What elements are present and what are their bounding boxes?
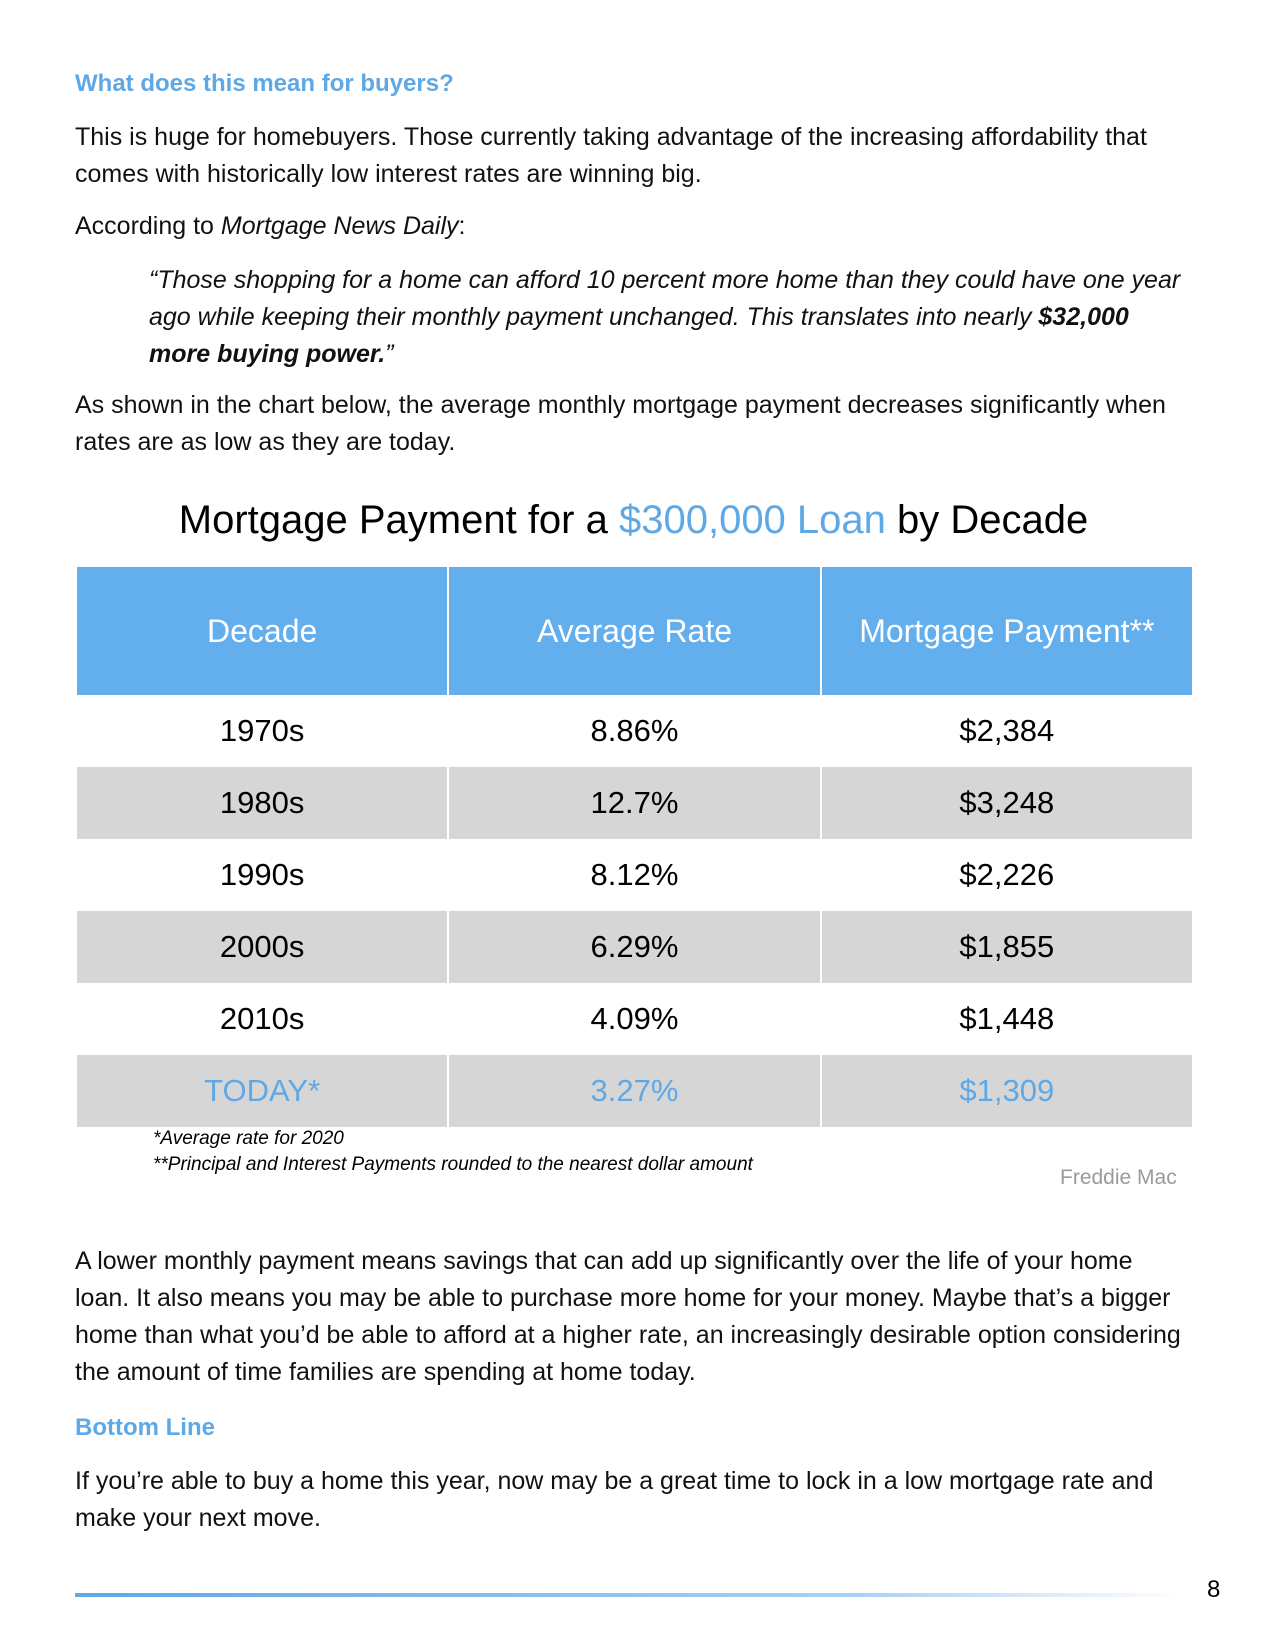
footnote-principal-interest: **Principal and Interest Payments rounded to the nearest dollar amount [153,1154,753,1175]
payment-cell: $2,226 [821,839,1193,911]
header-decade: Decade [76,567,448,695]
footer-divider [75,1593,1185,1597]
block-quote [149,262,1189,373]
table-title [75,498,1192,543]
table-row-today [76,1055,1193,1127]
mortgage-table [75,567,1194,1127]
table-title-suffix: by Decade [885,498,1089,542]
quote-bold: $32,000 more buying power. [149,303,1129,368]
rate-cell: 6.29% [448,911,820,983]
decade-cell: 2000s [76,911,448,983]
table-row [76,911,1193,983]
table-row [76,695,1193,767]
header-average-rate: Average Rate [448,567,820,695]
bottom-line-heading: Bottom Line [75,1414,215,1441]
rate-cell: 8.12% [448,839,820,911]
table-title-accent: $300,000 Loan [618,498,886,542]
according-source: Mortgage News Daily [220,212,459,240]
payment-cell: $1,309 [821,1055,1193,1127]
decade-cell: 1970s [76,695,448,767]
decade-cell: TODAY* [76,1055,448,1127]
quote-text: “Those shopping for a home can afford 10 percent more home than they could have one year ago while keeping their monthly payment unchanged. This translates into nearly [149,266,1181,331]
decade-cell: 2010s [76,983,448,1055]
payment-cell: $1,448 [821,983,1193,1055]
decade-cell: 1990s [76,839,448,911]
decade-cell: 1980s [76,767,448,839]
payment-cell: $3,248 [821,767,1193,839]
table-row [76,983,1193,1055]
payment-cell: $1,855 [821,911,1193,983]
rate-cell: 3.27% [448,1055,820,1127]
payment-cell: $2,384 [821,695,1193,767]
page-number: 8 [1207,1576,1221,1603]
source-credit: Freddie Mac [1060,1166,1177,1189]
table-title-prefix: Mortgage Payment for a [178,498,619,542]
quote-close: ” [385,340,394,368]
according-prefix: According to [75,212,221,240]
header-mortgage-payment: Mortgage Payment** [821,567,1193,695]
table-row [76,839,1193,911]
according-suffix: : [458,212,466,240]
rate-cell: 4.09% [448,983,820,1055]
rate-cell: 8.86% [448,695,820,767]
according-line [75,208,1185,245]
rate-cell: 12.7% [448,767,820,839]
chart-intro-paragraph: As shown in the chart below, the average monthly mortgage payment decreases significantly when rates are as low as they are today. [75,391,1166,456]
table-row [76,767,1193,839]
intro-paragraph: This is huge for homebuyers. Those currently taking advantage of the increasing affordability that comes with historically low interest rates are winning big. [75,123,1147,188]
after-table-paragraph: A lower monthly payment means savings that can add up significantly over the life of your home loan. It also means you may be able to purchase more home for your money. Maybe that’s a bigger home than what you’d be able to afford at a higher rate, an increasingly desirable option considering the amount of time families are spending at home today. [75,1247,1181,1386]
bottom-line-paragraph: If you’re able to buy a home this year, now may be a great time to lock in a low mortgage rate and make your next move. [75,1467,1154,1532]
table-header-row [76,567,1193,695]
footnote-average-rate: *Average rate for 2020 [153,1128,344,1149]
buyers-heading: What does this mean for buyers? [75,70,454,97]
